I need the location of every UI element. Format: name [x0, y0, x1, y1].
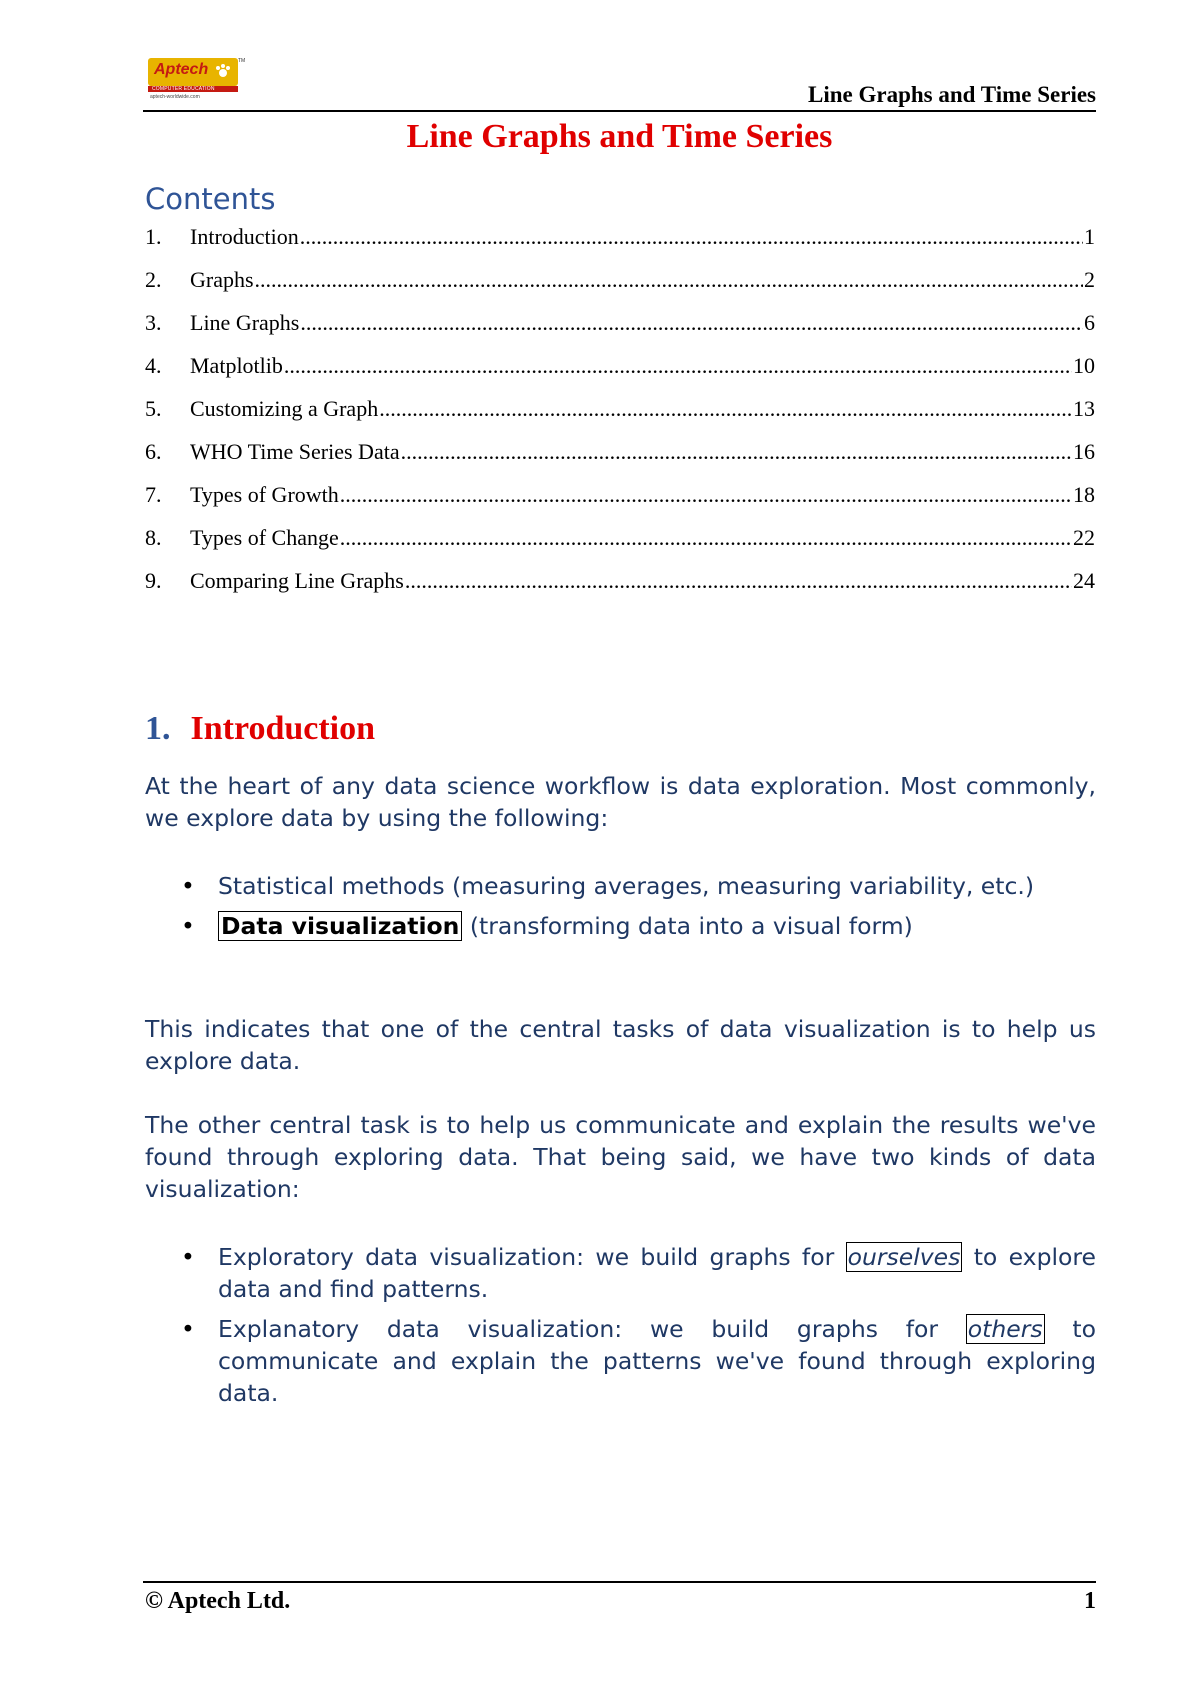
paragraph: This indicates that one of the central tasks of data visualization is to help us explore data. — [145, 1015, 1096, 1075]
toc-entry[interactable] — [145, 568, 1095, 611]
toc-number: 5. — [145, 396, 162, 421]
toc-page: 2 — [1084, 267, 1095, 292]
list-item — [145, 910, 1096, 942]
toc-page: 16 — [1073, 439, 1095, 464]
list-item-text: (transforming data into a visual form) — [462, 912, 913, 940]
section-title: Introduction — [190, 710, 376, 747]
toc-title: Types of Growth — [190, 482, 339, 507]
toc-page: 13 — [1073, 396, 1095, 421]
emphasized-word: ourselves — [847, 1243, 961, 1271]
toc-page: 22 — [1073, 525, 1095, 550]
toc-title: Comparing Line Graphs — [190, 568, 404, 593]
visualization-kinds-list — [145, 1241, 1096, 1409]
toc-leader — [284, 353, 1072, 379]
toc-page: 6 — [1084, 310, 1095, 335]
toc-title: Types of Change — [190, 525, 339, 550]
toc-page: 18 — [1073, 482, 1095, 507]
toc-number: 6. — [145, 439, 162, 464]
toc-entry[interactable] — [145, 310, 1095, 353]
toc-page: 10 — [1073, 353, 1095, 378]
paragraph: The other central task is to help us communicate and explain the results we've found through exploring data. That being said, we have two kinds of data visualization: — [145, 1111, 1096, 1203]
section-heading — [145, 710, 375, 748]
emphasized-word: others — [967, 1315, 1043, 1343]
intro-paragraph: At the heart of any data science workflow is data exploration. Most commonly, we explore data by using the following: — [145, 772, 1096, 832]
logo-band-text: COMPUTER EDUCATION — [152, 86, 215, 92]
emphasized-term: Data visualization — [218, 911, 462, 941]
exploration-methods-list — [145, 870, 1096, 942]
toc-entry[interactable] — [145, 439, 1095, 482]
footer-rule — [143, 1581, 1096, 1583]
aptech-logo — [148, 58, 246, 102]
paw-icon — [214, 62, 232, 80]
list-item-text: Explanatory data visualization: we build graphs for — [218, 1315, 966, 1343]
toc-number: 7. — [145, 482, 162, 507]
table-of-contents — [145, 224, 1095, 611]
toc-number: 1. — [145, 224, 162, 249]
toc-title: Introduction — [190, 224, 299, 249]
list-item-text: Statistical methods (measuring averages, measuring variability, etc.) — [218, 872, 1035, 900]
toc-title: Graphs — [190, 267, 254, 292]
contents-heading: Contents — [145, 182, 276, 216]
toc-page: 1 — [1084, 224, 1095, 249]
toc-entry[interactable] — [145, 482, 1095, 525]
list-item — [145, 870, 1096, 902]
toc-entry[interactable] — [145, 353, 1095, 396]
logo-word: Aptech — [154, 61, 209, 78]
toc-number: 3. — [145, 310, 162, 335]
toc-leader — [300, 310, 1083, 336]
toc-entry[interactable] — [145, 396, 1095, 439]
document-title: Line Graphs and Time Series — [406, 118, 833, 155]
toc-title: WHO Time Series Data — [190, 439, 400, 464]
toc-page: 24 — [1073, 568, 1095, 593]
toc-leader — [255, 267, 1083, 293]
toc-number: 9. — [145, 568, 162, 593]
list-item-text: Exploratory data visualization: we build graphs for — [218, 1243, 846, 1271]
toc-entry[interactable] — [145, 224, 1095, 267]
footer-copyright: © Aptech Ltd. — [145, 1588, 291, 1614]
section-number: 1. — [145, 710, 171, 747]
running-header-title: Line Graphs and Time Series — [808, 82, 1096, 107]
toc-title: Matplotlib — [190, 353, 283, 378]
toc-number: 4. — [145, 353, 162, 378]
header-rule — [143, 110, 1096, 112]
toc-number: 8. — [145, 525, 162, 550]
toc-leader — [340, 525, 1072, 551]
toc-leader — [300, 224, 1083, 250]
list-item — [145, 1313, 1096, 1409]
list-item-text: to explore data and find patterns. — [218, 1243, 1096, 1303]
toc-leader — [379, 396, 1072, 422]
toc-leader — [405, 568, 1072, 594]
toc-title: Customizing a Graph — [190, 396, 379, 421]
toc-title: Line Graphs — [190, 310, 300, 335]
toc-number: 2. — [145, 267, 162, 292]
toc-entry[interactable] — [145, 267, 1095, 310]
logo-url: aptech-worldwide.com — [150, 94, 200, 100]
trademark-mark: TM — [238, 58, 246, 64]
toc-entry[interactable] — [145, 525, 1095, 568]
toc-leader — [340, 482, 1072, 508]
toc-leader — [401, 439, 1072, 465]
list-item-text: to communicate and explain the patterns we've found through exploring data. — [218, 1315, 1097, 1407]
footer-page-number: 1 — [1084, 1588, 1096, 1614]
list-item — [145, 1241, 1096, 1305]
